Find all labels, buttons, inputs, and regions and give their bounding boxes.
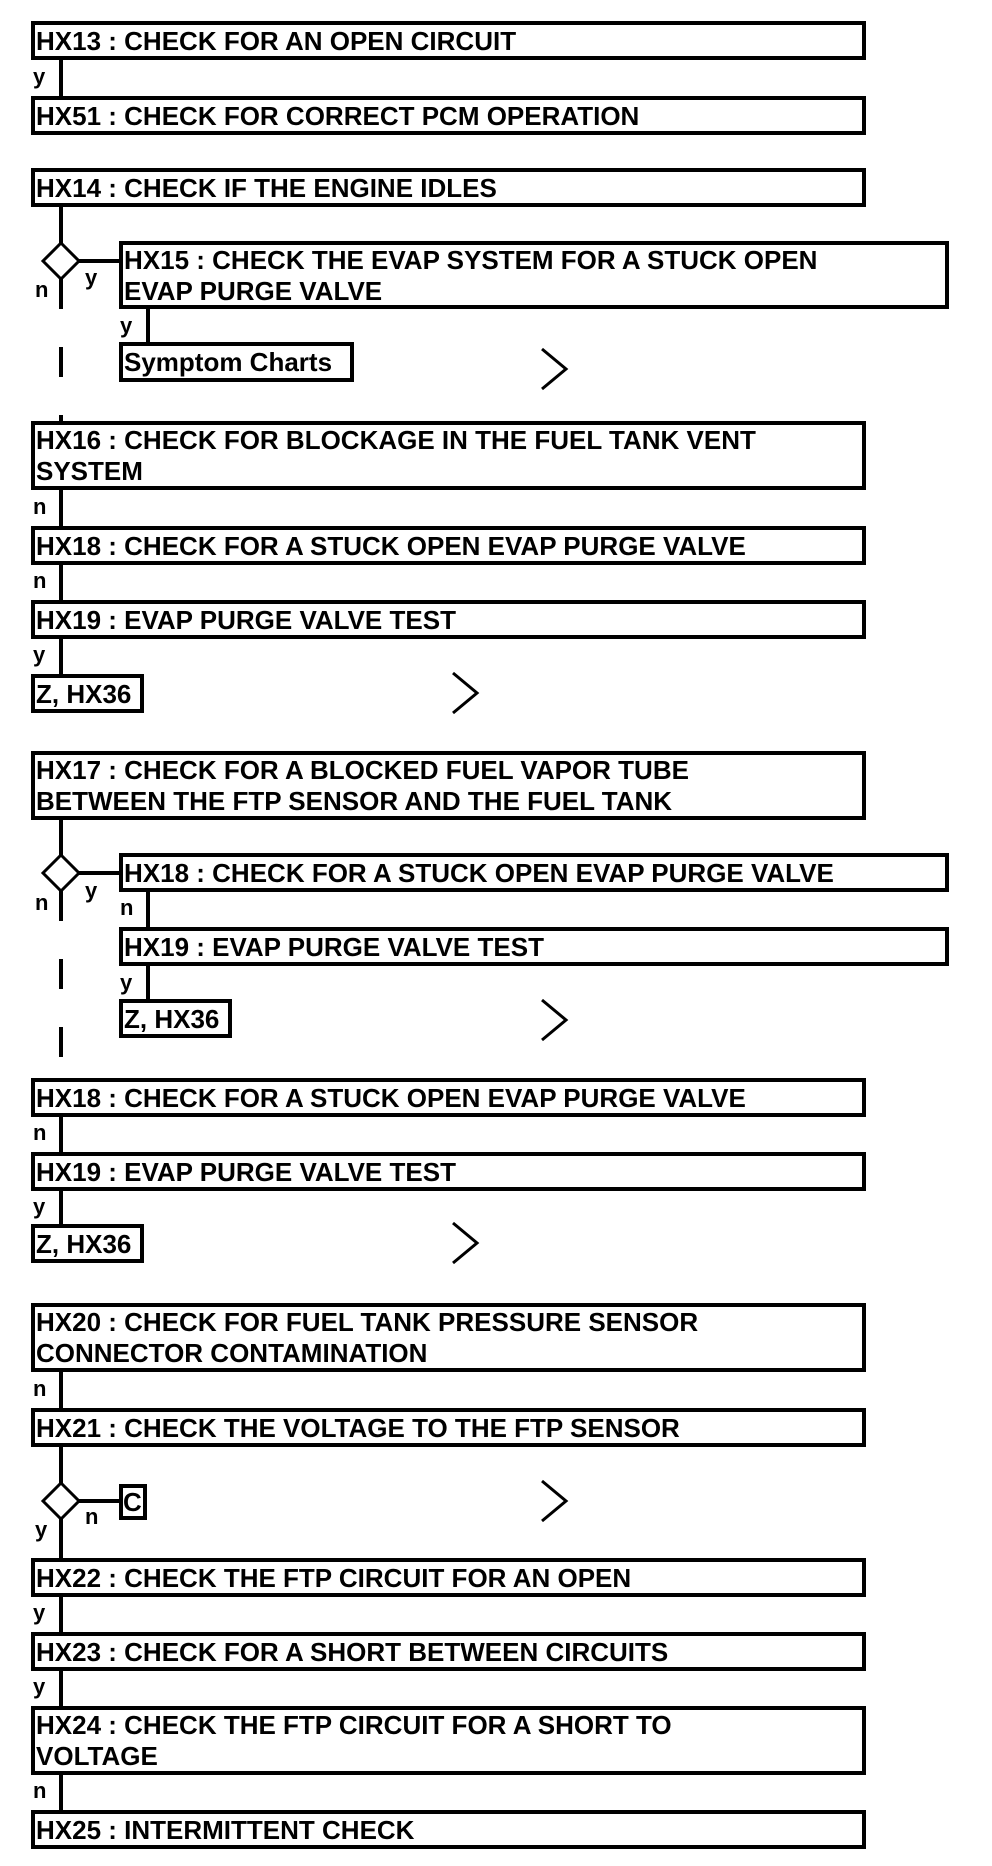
decision-diamond — [43, 1483, 79, 1519]
step-hx22-text: HX22 : CHECK THE FTP CIRCUIT FOR AN OPEN — [36, 1563, 632, 1593]
step-hx18-text: HX18 : CHECK FOR A STUCK OPEN EVAP PURGE VALVE — [36, 1083, 746, 1113]
yes-label: y — [33, 64, 46, 89]
decision-diamond — [43, 243, 79, 279]
yes-label: y — [33, 1674, 46, 1699]
step-hx15-text-1: HX15 : CHECK THE EVAP SYSTEM FOR A STUCK OPEN — [124, 245, 818, 275]
step-hx19-text: HX19 : EVAP PURGE VALVE TEST — [36, 605, 456, 635]
step-hx24-text-1: HX24 : CHECK THE FTP CIRCUIT FOR A SHORT TO — [36, 1710, 672, 1740]
step-hx20-text-2: CONNECTOR CONTAMINATION — [36, 1338, 428, 1368]
step-hx17-text-2: BETWEEN THE FTP SENSOR AND THE FUEL TANK — [36, 786, 673, 816]
yes-label: y — [33, 1600, 46, 1625]
yes-label: y — [120, 970, 133, 995]
step-hx51-text: HX51 : CHECK FOR CORRECT PCM OPERATION — [36, 101, 640, 131]
no-label: n — [33, 494, 47, 519]
step-hx14-text: HX14 : CHECK IF THE ENGINE IDLES — [36, 173, 497, 203]
step-hx25-text: HX25 : INTERMITTENT CHECK — [36, 1815, 415, 1845]
symptom-charts-text: Symptom Charts — [124, 347, 333, 377]
yes-label: y — [120, 313, 133, 338]
no-label: n — [33, 568, 47, 593]
yes-label: y — [85, 265, 98, 290]
chevron-right-icon — [453, 1223, 477, 1263]
step-hx21-text: HX21 : CHECK THE VOLTAGE TO THE FTP SENSOR — [36, 1413, 680, 1443]
step-hx15-text-2: EVAP PURGE VALVE — [124, 276, 383, 306]
yes-label: y — [33, 642, 46, 667]
decision-diamond — [43, 855, 79, 891]
result-z-hx36-text: Z, HX36 — [36, 1229, 132, 1259]
step-hx19-text: HX19 : EVAP PURGE VALVE TEST — [124, 932, 544, 962]
result-z-hx36-text: Z, HX36 — [124, 1004, 220, 1034]
result-c-text: C — [123, 1487, 142, 1517]
no-label: n — [120, 895, 134, 920]
no-label: n — [35, 890, 49, 915]
step-hx18-text: HX18 : CHECK FOR A STUCK OPEN EVAP PURGE VALVE — [36, 531, 746, 561]
yes-label: y — [35, 1517, 48, 1542]
no-label: n — [85, 1504, 99, 1529]
chevron-right-icon — [542, 349, 566, 389]
yes-label: y — [33, 1194, 46, 1219]
chevron-right-icon — [542, 1481, 566, 1521]
step-hx16-text-2: SYSTEM — [36, 456, 143, 486]
yes-label: y — [85, 878, 98, 903]
result-z-hx36-text: Z, HX36 — [36, 679, 132, 709]
no-label: n — [35, 277, 49, 302]
chevron-right-icon — [542, 1000, 566, 1040]
step-hx23-text: HX23 : CHECK FOR A SHORT BETWEEN CIRCUITS — [36, 1637, 669, 1667]
chevron-right-icon — [453, 673, 477, 713]
no-label: n — [33, 1376, 47, 1401]
no-label: n — [33, 1778, 47, 1803]
step-hx18-text: HX18 : CHECK FOR A STUCK OPEN EVAP PURGE VALVE — [124, 858, 834, 888]
step-hx17-text-1: HX17 : CHECK FOR A BLOCKED FUEL VAPOR TUBE — [36, 755, 689, 785]
step-hx20-text-1: HX20 : CHECK FOR FUEL TANK PRESSURE SENSOR — [36, 1307, 699, 1337]
step-hx16-text-1: HX16 : CHECK FOR BLOCKAGE IN THE FUEL TANK VENT — [36, 425, 756, 455]
step-hx19-text: HX19 : EVAP PURGE VALVE TEST — [36, 1157, 456, 1187]
no-label: n — [33, 1120, 47, 1145]
step-hx13-text: HX13 : CHECK FOR AN OPEN CIRCUIT — [36, 26, 517, 56]
step-hx24-text-2: VOLTAGE — [36, 1741, 158, 1771]
